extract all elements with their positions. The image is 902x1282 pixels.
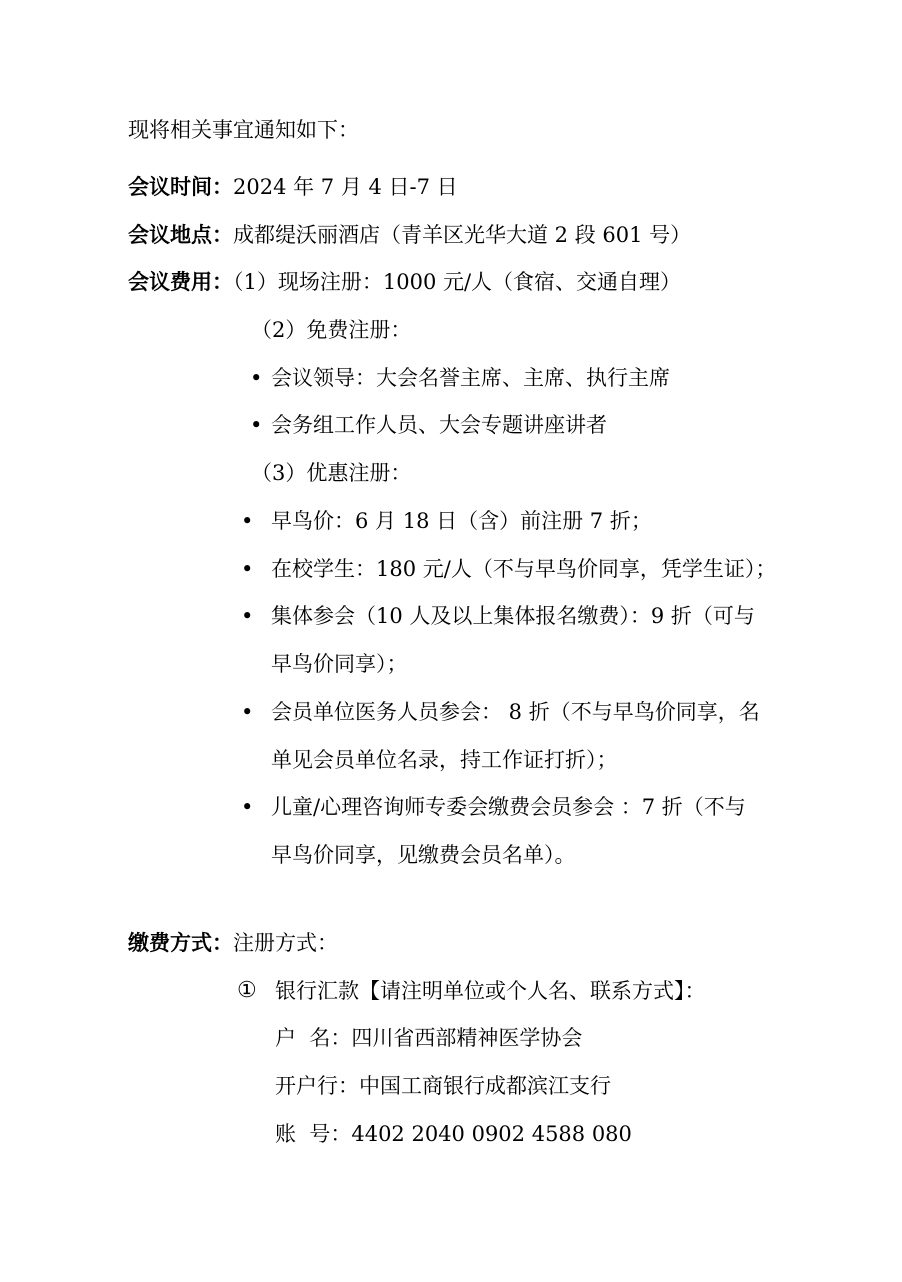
bank-transfer-title: 银行汇款【请注明单位或个人名、联系方式】： bbox=[275, 979, 706, 1003]
meeting-time-row bbox=[128, 173, 458, 201]
meeting-location-label: 会议地点： bbox=[128, 223, 233, 247]
bullet-icon: • bbox=[250, 366, 263, 390]
fee-item-committee-line2: 早鸟价同享，见缴费会员名单）。 bbox=[271, 843, 576, 867]
bullet-icon: • bbox=[241, 795, 254, 819]
meeting-location-value: 成都缇沃丽酒店（青羊区光华大道 2 段 601 号） bbox=[233, 223, 692, 247]
meeting-fee-row bbox=[128, 268, 681, 296]
bullet-icon: • bbox=[241, 604, 254, 628]
fee-item-member-line2: 单见会员单位名录，持工作证打折）； bbox=[271, 748, 618, 772]
bullet-icon: • bbox=[250, 413, 263, 437]
bank-name: 开户行：中国工商银行成都滨江支行 bbox=[275, 1074, 611, 1098]
payment-row bbox=[128, 929, 338, 957]
meeting-time-value: 2024 年 7 月 4 日-7 日 bbox=[233, 175, 458, 199]
account-name: 户 名：四川省西部精神医学协会 bbox=[275, 1026, 583, 1050]
account-number: 账 号：4402 2040 0902 4588 080 bbox=[275, 1122, 632, 1146]
intro-text: 现将相关事宜通知如下： bbox=[128, 118, 359, 142]
fee-item-group-line1: 集体参会（10 人及以上集体报名缴费）：9 折（可与 bbox=[271, 604, 755, 628]
bullet-icon: • bbox=[241, 509, 254, 533]
meeting-time-label: 会议时间： bbox=[128, 175, 233, 199]
meeting-fee-label: 会议费用： bbox=[128, 270, 233, 294]
fee-item-free-heading: （2）免费注册： bbox=[251, 318, 412, 342]
fee-item-free-staff: 会务组工作人员、大会专题讲座讲者 bbox=[271, 413, 607, 437]
fee-item-committee-line1: 儿童/心理咨询师专委会缴费会员参会 ：7 折（不与 bbox=[271, 795, 746, 819]
fee-item-onsite: （1）现场注册：1000 元/人（食宿、交通自理） bbox=[233, 270, 682, 294]
bullet-icon: • bbox=[241, 700, 254, 724]
fee-item-discount-heading: （3）优惠注册： bbox=[251, 461, 412, 485]
payment-value: 注册方式： bbox=[233, 931, 338, 955]
payment-label: 缴费方式： bbox=[128, 931, 233, 955]
fee-item-early-bird: 早鸟价：6 月 18 日（含）前注册 7 折； bbox=[271, 509, 652, 533]
meeting-location-row bbox=[128, 221, 691, 249]
bullet-icon: • bbox=[241, 557, 254, 581]
fee-item-group-line2: 早鸟价同享）； bbox=[271, 652, 408, 676]
circled-one-marker: ① bbox=[237, 978, 257, 1003]
fee-item-free-leaders: 会议领导：大会名誉主席、主席、执行主席 bbox=[271, 366, 670, 390]
fee-item-student: 在校学生：180 元/人（不与早鸟价同享，凭学生证）； bbox=[271, 557, 777, 581]
fee-item-member-line1: 会员单位医务人员参会： 8 折（不与早鸟价同享，名 bbox=[271, 700, 760, 724]
